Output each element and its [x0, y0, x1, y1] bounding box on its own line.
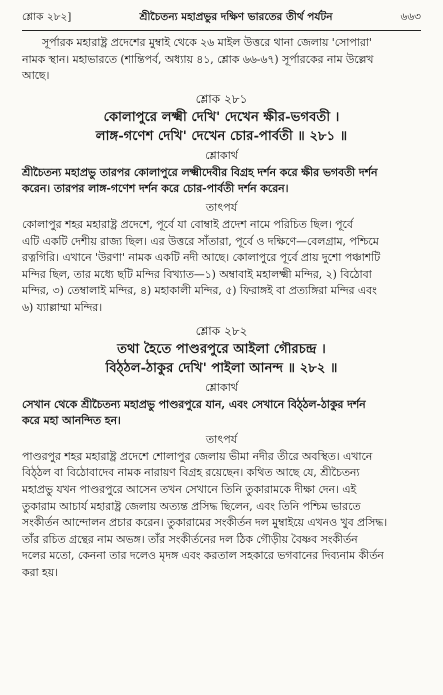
verse-line: লাঙ্গ-গণেশ দেখি' দেখেন চোর-পার্বতী ॥ ২৮১ ॥: [95, 128, 348, 144]
purport-line: সংকীর্তন আন্দোলন প্রচার করেন। তুকারামের সংকীর্তন দল মুম্বাইয়ে এখনও খুব প্রসিদ্ধ।: [22, 516, 388, 530]
translation-line: করেন। তারপর লাঙ্গ-গণেশ দর্শন করে চোর-পার্বতী দর্শন করেন।: [22, 182, 289, 196]
purport-line: তাঁর রচিত গ্রন্থের নাম অভঙ্গ। তাঁর সংকীর্তনের দল ঠিক গৌড়ীয় বৈষ্ণব সংকীর্তন: [22, 532, 358, 546]
header-chapter-title: শ্রীচৈতন্য মহাপ্রভুর দক্ষিণ ভারতের তীর্থ পর্যটন: [139, 11, 333, 23]
purport-line: মহাপ্রভু যখন পাণ্ডরপুরে আসেন তখন সেখানে তিনি তুকারামকে দীক্ষা দেন। এই: [22, 482, 357, 496]
purport-line: মন্দির ছিল, তার মধ্যে ছটি মন্দির বিখ্যাত—১) অম্বাবাই মহালক্ষ্মী মন্দির, ২) বিঠোবা: [22, 267, 372, 281]
intro-line: নামক স্থান। মহাভারতে (শান্তিপর্ব, অধ্যায় ৪১, শ্লোক ৬৬-৬৭) সূর্পারকের নাম উল্লেখ: [22, 52, 374, 66]
purport-line: এটি একটি দেশীয় রাজ্য ছিল। এর উত্তরে সাঁতারা, পূর্বে ও দক্ষিণে—বেলগ্রাম, পশ্চিমে: [22, 234, 379, 248]
purport-line: তুকারাম আচার্য মহারাষ্ট্র জেলায় অত্যন্ত প্রসিদ্ধ ছিলেন, এবং তিনি পশ্চিম ভারতে: [22, 499, 361, 513]
purport-line: দলের মতো, কেননা তার দলেও মৃদঙ্গ এবং করতাল সহকারে ভগবানের দিব্যনাম কীর্তন: [22, 549, 384, 563]
purport-line: করা হয়।: [22, 565, 58, 579]
translation-line: সেখান থেকে শ্রীচৈতন্য মহাপ্রভু পাণ্ডরপুরে যান, এবং সেখানে বিঠ্‌ঠল-ঠাকুর দর্শন: [22, 397, 366, 411]
page-number: ৬৬৩: [400, 11, 421, 23]
translation-heading: শ্লোকার্থ: [205, 380, 238, 394]
verse-line: বিঠ্‌ঠল-ঠাকুর দেখি' পাইলা আনন্দ ॥ ২৮২ ॥: [105, 360, 338, 376]
verse-number: শ্লোক ২৮২: [195, 323, 248, 338]
verse-282-block: [22, 323, 421, 582]
verse-line: কোলাপুরে লক্ষ্মী দেখি' দেখেন ক্ষীর-ভগবতী ।: [103, 109, 340, 125]
running-header: [22, 10, 421, 31]
verse-line: তথা হৈতে পাণ্ডরপুরে আইলা গৌরচন্দ্র ।: [117, 341, 326, 357]
purport-line: ৬) য্যাল্লাম্মা মন্দির।: [22, 300, 103, 314]
intro-paragraph: [22, 35, 421, 85]
intro-line: সূর্পারক মহারাষ্ট্র প্রদেশের মুম্বাই থেকে ২৬ মাইল উত্তরে থানা জেলায় 'সোপারা': [42, 36, 372, 49]
verse-number: শ্লোক ২৮১: [195, 91, 248, 106]
purport-heading: তাৎপর্য: [205, 432, 238, 446]
verse-281-block: [22, 91, 421, 317]
header-verse-ref: শ্লোক ২৮২]: [22, 11, 72, 23]
purport-line: বিঠ্‌ঠল বা বিঠোবাদেব নামক নারায়ণ বিগ্রহ রয়েছেন। কথিত আছে যে, শ্রীচৈতন্য: [22, 466, 360, 480]
purport-line: রত্নগিরি। এখানে 'উরণা' নামক একটি নদী আছে। কোলাপুরে পূর্বে প্রায় দুশো পঞ্চাশটি: [22, 251, 381, 265]
translation-line: করে মহা আনন্দিত হন।: [22, 414, 121, 428]
purport-line: মন্দির, ৩) তেম্বালাই মন্দির, ৪) মহাকালী মন্দির, ৫) ফিরাঙ্গই বা প্রত্যঙ্গিরা মন্দির এবং: [22, 284, 377, 298]
translation-heading: শ্লোকার্থ: [205, 148, 238, 162]
intro-line: আছে।: [22, 69, 50, 83]
purport-line: কোলাপুর শহর মহারাষ্ট্র প্রদেশে, পূর্বে যা বোম্বাই প্রদেশ নামে পরিচিত ছিল। পূর্বে: [22, 217, 353, 231]
purport-heading: তাৎপর্য: [205, 200, 238, 214]
translation-line: শ্রীচৈতন্য মহাপ্রভু তারপর কোলাপুরে লক্ষ্মীদেবীর বিগ্রহ দর্শন করে ক্ষীর ভগবতী দর্শন: [22, 165, 378, 179]
purport-line: পাণ্ডরপুর শহর মহারাষ্ট্র প্রদেশে শোলাপুর জেলায় ভীমা নদীর তীরে অবস্থিত। এখানে: [22, 449, 373, 463]
